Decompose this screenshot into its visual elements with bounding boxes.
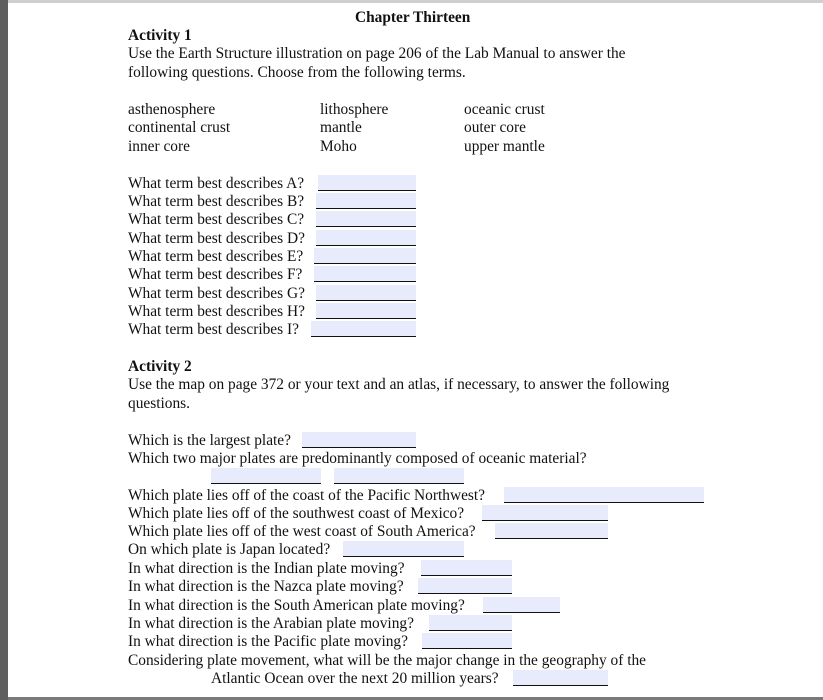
answer-field-f[interactable]: [314, 266, 416, 282]
term: continental crust: [128, 119, 231, 136]
question-atlantic-line1: Considering plate movement, what will be the major change in the geography of the: [128, 652, 647, 669]
question-indian-plate: In what direction is the Indian plate moving?: [128, 560, 405, 577]
question-largest-plate: Which is the largest plate?: [128, 432, 291, 449]
question-g: What term best describes G?: [128, 285, 305, 302]
answer-field-nazca-plate[interactable]: [418, 578, 512, 594]
term: mantle: [320, 119, 362, 136]
question-nazca-plate: In what direction is the Nazca plate moving?: [128, 578, 404, 595]
answer-field-pacific-northwest[interactable]: [504, 487, 704, 503]
term: oceanic crust: [464, 101, 545, 118]
question-d: What term best describes D?: [128, 230, 305, 247]
question-pacific-plate: In what direction is the Pacific plate moving?: [128, 633, 408, 650]
question-mexico: Which plate lies off of the southwest coast of Mexico?: [128, 505, 465, 522]
chapter-title: Chapter Thirteen: [355, 9, 471, 26]
answer-field-d[interactable]: [316, 230, 416, 246]
answer-field-south-america[interactable]: [495, 523, 608, 539]
answer-field-c[interactable]: [316, 211, 416, 227]
question-i: What term best describes I?: [128, 321, 299, 338]
answer-field-arabian-plate[interactable]: [429, 615, 512, 631]
question-japan: On which plate is Japan located?: [128, 541, 331, 558]
activity1-intro-line1: Use the Earth Structure illustration on page 206 of the Lab Manual to answer the: [128, 45, 626, 62]
answer-field-pacific-plate[interactable]: [422, 633, 512, 649]
answer-field-south-american-plate[interactable]: [483, 597, 560, 613]
activity1-heading: Activity 1: [128, 27, 192, 44]
question-south-america: Which plate lies off of the west coast of South America?: [128, 523, 476, 540]
question-e: What term best describes E?: [128, 248, 304, 265]
answer-field-b[interactable]: [316, 193, 416, 209]
question-f: What term best describes F?: [128, 266, 303, 283]
activity2-intro-line1: Use the map on page 372 or your text and an atlas, if necessary, to answer the following: [128, 376, 670, 393]
answer-field-oceanic-plate-2[interactable]: [334, 468, 464, 484]
question-h: What term best describes H?: [128, 303, 305, 320]
term: inner core: [128, 138, 190, 155]
question-atlantic-line2: Atlantic Ocean over the next 20 million years?: [211, 670, 499, 687]
answer-field-h[interactable]: [316, 303, 416, 319]
activity2-heading: Activity 2: [128, 358, 192, 375]
viewer-left-edge: [0, 0, 8, 700]
term: asthenosphere: [128, 101, 216, 118]
term: upper mantle: [464, 138, 545, 155]
answer-field-japan[interactable]: [343, 541, 464, 557]
question-a: What term best describes A?: [128, 175, 305, 192]
answer-field-atlantic[interactable]: [513, 670, 608, 686]
question-two-oceanic-plates: Which two major plates are predominantly composed of oceanic material?: [128, 450, 587, 467]
answer-field-a[interactable]: [318, 175, 416, 191]
answer-field-i[interactable]: [311, 321, 416, 337]
answer-field-g[interactable]: [316, 285, 416, 301]
answer-field-indian-plate[interactable]: [421, 560, 512, 576]
viewer-top-edge: [8, 0, 823, 3]
question-c: What term best describes C?: [128, 211, 305, 228]
activity1-intro-line2: following questions. Choose from the following terms.: [128, 64, 466, 81]
question-arabian-plate: In what direction is the Arabian plate moving?: [128, 615, 414, 632]
term: Moho: [320, 138, 357, 155]
term: outer core: [464, 119, 526, 136]
question-b: What term best describes B?: [128, 193, 305, 210]
answer-field-oceanic-plate-1[interactable]: [211, 468, 321, 484]
activity2-intro-line2: questions.: [128, 395, 190, 412]
question-pacific-northwest: Which plate lies off of the coast of the Pacific Northwest?: [128, 487, 485, 504]
answer-field-largest-plate[interactable]: [302, 432, 416, 448]
answer-field-e[interactable]: [314, 248, 416, 264]
answer-field-mexico[interactable]: [482, 505, 608, 521]
term: lithosphere: [320, 101, 389, 118]
question-south-american-plate: In what direction is the South American plate moving?: [128, 597, 465, 614]
